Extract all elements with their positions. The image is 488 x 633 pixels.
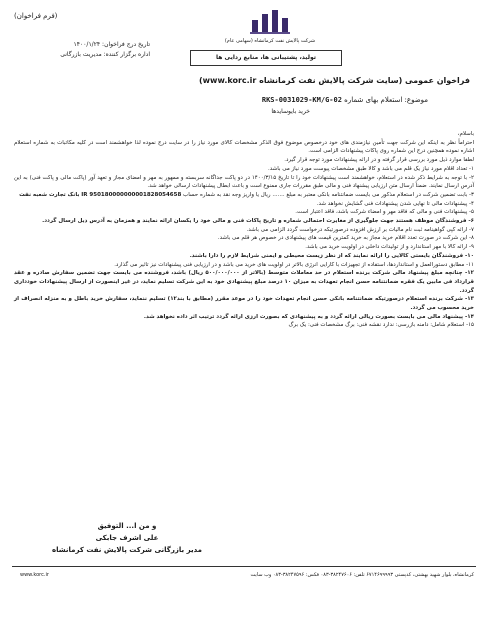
account-number: IR 950180000000001828054658 (81, 191, 182, 198)
list-item: ۵- پیشنهادات فنی و مالی که فاقد مهر و امضاء شرکت باشد، فاقد اعتبار است. (295, 209, 474, 216)
page-title: فراخوان عمومی (سایت شرکت پالایش نفت کرمانشاه www.korc.ir) (199, 76, 470, 85)
list-item: ۱۰- فروشندگان بایستی کالایی را ارائه نمایند که از نظر زیست محیطی و ایمنی شرایط لازم را دارا باشند. (189, 252, 474, 259)
list-item (14, 191, 474, 200)
list-item: ۱۳- شرکت برنده استعلام درصورتیکه ضمانتنامه بانکی حسن انجام تعهدات خود را در موعد مقرر (مطابق با بند۱۲) تسلیم ننماید، سفارش خرید باطل و به منزله انصراف از خرید محسوب می گردد. (14, 296, 474, 312)
list-item: ۹- ارائه کالا با مهر استاندارد و از تولیدات داخلی در اولویت خرید می باشد. (305, 244, 474, 251)
list-item: ۲- با توجه به شرایط ذکر شده در استعلام، خواهشمند است پیشنهادات خود را تا تاریخ ۱۴۰۰/۳/۱۵ در دو پاکت جداگانه سربسته و ممهور به مهر و امضای مجاز و تعهد آور (پاکت مالی و پاکت فنی) به این آدرس ارسال نمایند. ضمناً ارسال متن ارزیابی پیشنهاد فنی و مالی طبق مقررات جاری ممنوع است و باعث ابطال پیشنهادات ارسالی خواهد شد. (14, 174, 474, 190)
list-item: ۷- ارائه کپی گواهینامه ثبت نام مالیات بر ارزش افزوده درصورتیکه درخواست گردد الزامی می باشد. (246, 226, 474, 233)
subject-line (48, 96, 428, 104)
bank-name: بانک تجارت شعبه نفت (19, 191, 80, 198)
list-item: ۱۴- پیشنهاد مالی می بایست بصورت ریالی ارائه گردد و به پیشنهادی که بصورت ارزی ارائه گردد ترتیب اثر داده نخواهد شد. (143, 313, 474, 320)
signatory-name: علی اشرف جابکی (95, 534, 159, 542)
list-item-text: ۳- بابت تضمین شرکت در استعلام مذکور می بایست ضمانتنامه بانکی معتبر به مبلغ ....... ریال یا واریز وجه نقد به شماره حساب (183, 191, 474, 198)
signature-block (52, 520, 202, 556)
list-item: ۱۱- مطابق دستورالعمل و استانداردها، استفاده از تجهیزات با کارایی انرژی بالاتر در اولویت های خرید می باشد و در ارزیابی فنی پیشنهادات نیز تاثیر می گذارد. (114, 261, 474, 268)
subject-label: موضوع: استعلام بهای شماره (344, 96, 428, 104)
list-item: ۱۵- استعلام شامل: دامنه بازرسی: ندارد نقشه فنی: برگ مشخصات فنی: یک برگ (288, 322, 474, 329)
list-item: ۶- فروشندگان موظف هستند جهت جلوگیری از مغایرت احتمالی شماره و تاریخ پاکات فنی و مالی خود را یکسان ارائه نمایند و همزمان به آدرس ذیل ارسال گردد. (42, 218, 474, 225)
list-item: ۱۲- چنانچه مبلغ پیشنهاد مالی شرکت برنده استعلام در حد معاملات متوسط (بالاتر از ۵۰۰/۰۰۰/۰۰۰ ریال) باشد، فروشنده می بایست جهت تضمین سفارش صادره و عقد قرارداد فی مابین یک فقره ضمانتنامه حسن انجام تعهدات به میزان ۱۰ درصد مبلغ پیشنهادی خود به این شرکت تسلیم نماید، در غیر اینصورت از ارسال پیشنهادات خودداری گردد. (14, 270, 474, 294)
list-item: ۴- پیشنهادات مالی تا نهایی شدن پیشنهادات فنی گشایش نخواهد شد. (316, 200, 474, 207)
form-tag: (فرم فراخوان) (14, 12, 58, 20)
paragraph-intro: احتراماً نظر به اینکه این شرکت جهت تأمین نیازمندی های خود درخصوص موضوع فوق الذکر مشخصات کالای مورد نیاز را در سایت درج نموده لذا خواهشمند است در کلیه مکاتبات به شماره استعلام اشاره نموده همچنین درج این شماره روی پاکات پیشنهادات الزامی است. (14, 139, 474, 155)
organizing-office: اداره برگزار کننده: مدیریت بازرگانی (60, 51, 150, 58)
paragraph-note: لطفا موارد ذیل مورد بررسی قرار گرفته و در ارائه پیشنهادات مورد توجه قرار گیرد. (284, 157, 474, 164)
announcement-date: تاریخ درج فراخوان: ۱۴۰۰/۱/۲۴ (73, 41, 150, 48)
inquiry-code: RKS-0031029-KM/G-02 (261, 96, 342, 104)
list-item: ۸- این شرکت در صورت تعدد اقلام خرید مجاز به خرید کمترین قیمت های پیشنهادی در خصوص هر قلم می باشد. (217, 235, 474, 242)
footer-divider (12, 566, 476, 567)
document-meta (40, 40, 150, 60)
greeting: باسلام، (457, 131, 474, 137)
closing-phrase: و من ا... التوفیق (97, 522, 157, 530)
footer-address: کرمانشاه، بلوار شهید بهشتی، کدپستی ۶۷۱۴۶۹۹۹۹۳ تلفن: ۳۸۲۴۷۶۰۶-۰۸۳ فکس: ۳۸۲۴۷۵۹۶-۰۸۳ وب سایت (250, 572, 474, 578)
signatory-role: مدیر بازرگانی شرکت پالایش نفت کرمانشاه (52, 546, 202, 554)
list-item: ۱- تعداد اقلام مورد نیاز یک قلم می باشد و کالا طبق مشخصات پیوست مورد نیاز می باشد. (268, 165, 474, 172)
header-banner: تولید، پشتیبانی ها، منابع ردایی ها (190, 50, 342, 66)
company-logo-icon (250, 10, 290, 34)
company-name: شرکت پالایش نفت کرمانشاه (سهامی عام) (224, 38, 316, 44)
subject-subtitle: خرید بایوسایدها (271, 108, 310, 115)
document-body (14, 130, 474, 330)
footer-website-link[interactable]: www.korc.ir (20, 572, 49, 578)
